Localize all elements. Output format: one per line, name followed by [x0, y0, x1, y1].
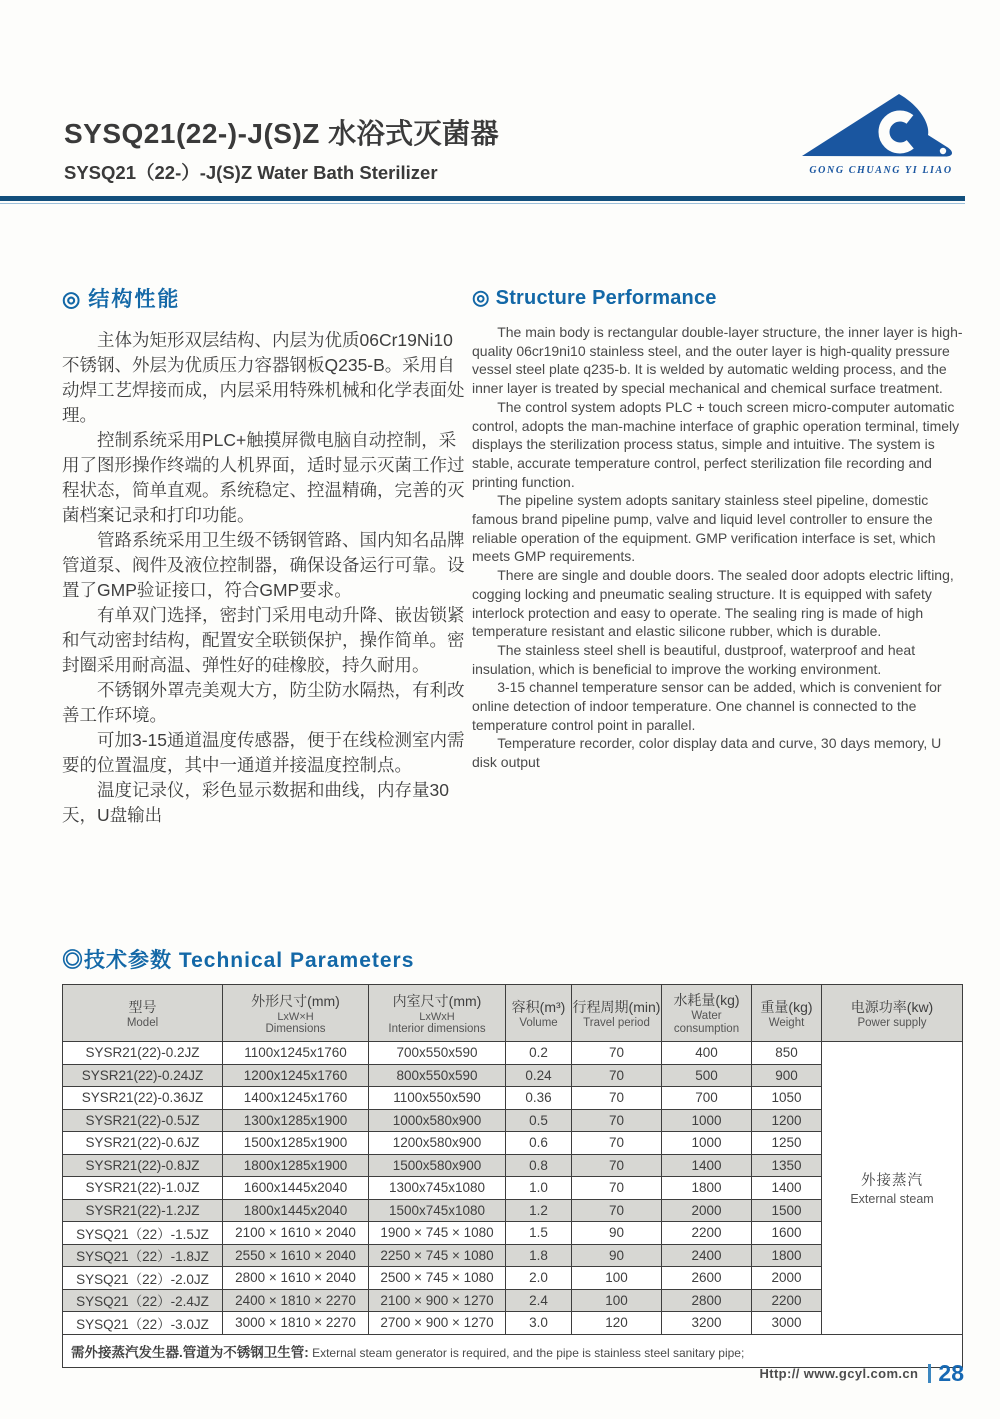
column-header-3: 内室尺寸(mm) LxWxH Interior dimensions — [369, 985, 506, 1042]
table-cell: 2200 — [662, 1222, 752, 1245]
table-cell: 2400 × 1810 × 2270 — [223, 1289, 369, 1312]
table-cell: 2100 × 900 × 1270 — [369, 1289, 506, 1312]
table-cell: 700x550x590 — [369, 1042, 506, 1065]
table-cell: 1800x1285x1900 — [223, 1154, 369, 1177]
header-rule — [0, 196, 965, 201]
table-cell: 800x550x590 — [369, 1064, 506, 1087]
table-cell: 120 — [572, 1312, 662, 1335]
table-cell: 1300x745x1080 — [369, 1177, 506, 1200]
table-cell: 1350 — [752, 1154, 822, 1177]
table-cell: 1200x1245x1760 — [223, 1064, 369, 1087]
table-cell: 1.2 — [506, 1199, 572, 1222]
table-cell: 2.4 — [506, 1289, 572, 1312]
table-cell: SYSQ21（22）-1.8JZ — [63, 1244, 223, 1267]
table-cell: 100 — [572, 1289, 662, 1312]
wave-logo-icon — [800, 90, 962, 164]
table-cell: 1250 — [752, 1132, 822, 1155]
en-paragraph-4: There are single and double doors. The sealed door adopts electric lifting, cogging locking and pneumatic sealing structure. It is equipped with safety interlock protection and easy to operate. The sealing ring is made of high temperature resistant and elastic silicone rubber, which is durable. — [472, 567, 954, 640]
table-cell: 0.2 — [506, 1042, 572, 1065]
table-cell: 0.24 — [506, 1064, 572, 1087]
page-title-block — [64, 112, 499, 185]
table-cell: 70 — [572, 1109, 662, 1132]
en-paragraph-7: Temperature recorder, color display data and curve, 30 days memory, U disk output — [472, 735, 942, 771]
table-cell: 90 — [572, 1244, 662, 1267]
table-cell: 1600x1445x2040 — [223, 1177, 369, 1200]
table-cell: SYSR21(22)-0.8JZ — [63, 1154, 223, 1177]
section-bullet-icon: ◎ — [472, 287, 490, 309]
table-cell: SYSR21(22)-0.24JZ — [63, 1064, 223, 1087]
zh-paragraph-4: 有单双门选择，密封门采用电动升降、嵌齿锁紧和气动密封结构，配置安全联锁保护，操作简单。密封圈采用耐高温、弹性好的硅橡胶，持久耐用。 — [62, 605, 465, 675]
section-heading-zh-label: 结构性能 — [88, 288, 181, 311]
parameters-table-wrap — [62, 984, 962, 1368]
table-cell: 2200 — [752, 1289, 822, 1312]
table-cell: 1800 — [752, 1244, 822, 1267]
section-heading-en-label: Structure Performance — [495, 287, 717, 309]
table-cell: 70 — [572, 1042, 662, 1065]
section-heading-parameters — [62, 944, 414, 974]
table-cell: 2800 — [662, 1289, 752, 1312]
table-cell: 3000 — [752, 1312, 822, 1335]
table-cell: 100 — [572, 1267, 662, 1290]
table-cell: 2400 — [662, 1244, 752, 1267]
column-header-4: 容积(m³) Volume — [506, 985, 572, 1042]
table-cell: 1.0 — [506, 1177, 572, 1200]
table-cell: 1200 — [752, 1109, 822, 1132]
table-cell: 3000 × 1810 × 2270 — [223, 1312, 369, 1335]
structure-performance-zh-body — [62, 328, 466, 828]
table-cell: 1000 — [662, 1132, 752, 1155]
table-cell: 2000 — [752, 1267, 822, 1290]
table-cell: 1.8 — [506, 1244, 572, 1267]
column-header-6: 水耗量(kg) Water consumption — [662, 985, 752, 1042]
table-cell: SYSR21(22)-0.36JZ — [63, 1087, 223, 1110]
table-cell: 2500 × 745 × 1080 — [369, 1267, 506, 1290]
product-title-zh: SYSQ21(22-)-J(S)Z 水浴式灭菌器 — [64, 118, 500, 149]
table-cell: 2550 × 1610 × 2040 — [223, 1244, 369, 1267]
table-cell: 0.5 — [506, 1109, 572, 1132]
table-cell: 1300x1285x1900 — [223, 1109, 369, 1132]
table-cell: 1100x1245x1760 — [223, 1042, 369, 1065]
header-rule-thin — [0, 203, 965, 204]
zh-paragraph-2: 控制系统采用PLC+触摸屏微电脑自动控制，采用了图形操作终端的人机界面，适时显示灭菌工作过程状态，简单直观。系统稳定、控温精确，完善的灭菌档案记录和打印功能。 — [62, 430, 465, 525]
table-cell: 1500x745x1080 — [369, 1199, 506, 1222]
page-footer — [759, 1360, 964, 1387]
power-supply-merged-cell: 外接蒸汽 External steam — [822, 1042, 963, 1335]
table-cell: 1500x580x900 — [369, 1154, 506, 1177]
table-cell: 1200x580x900 — [369, 1132, 506, 1155]
en-paragraph-1: The main body is rectangular double-layer structure, the inner layer is high-quality 06cr19ni10 stainless steel, and the outer layer is high-quality pressure vessel steel plate q235-b. It is welded by automatic welding process, and the inner layer is treated by special mechanical and chemical surface treatment. — [472, 324, 963, 397]
table-cell: 1400 — [662, 1154, 752, 1177]
table-cell: 1800 — [662, 1177, 752, 1200]
table-cell: 1000 — [662, 1109, 752, 1132]
zh-paragraph-7: 温度记录仪，彩色显示数据和曲线，内存量30天，U盘输出 — [62, 780, 449, 825]
column-header-5: 行程周期(min) Travel period — [572, 985, 662, 1042]
table-cell: 70 — [572, 1064, 662, 1087]
table-cell: 90 — [572, 1222, 662, 1245]
table-cell: 70 — [572, 1132, 662, 1155]
table-cell: SYSQ21（22）-2.0JZ — [63, 1267, 223, 1290]
table-cell: 2100 × 1610 × 2040 — [223, 1222, 369, 1245]
parameters-heading-label: 技术参数 Technical Parameters — [84, 949, 415, 972]
table-cell: 70 — [572, 1177, 662, 1200]
table-cell: 70 — [572, 1199, 662, 1222]
table-cell: 70 — [572, 1087, 662, 1110]
table-cell: SYSR21(22)-0.2JZ — [63, 1042, 223, 1065]
table-cell: 1600 — [752, 1222, 822, 1245]
table-cell: 0.36 — [506, 1087, 572, 1110]
section-bullet-icon: ◎ — [62, 288, 83, 311]
column-header-7: 重量(kg) Weight — [752, 985, 822, 1042]
column-header-2: 外形尺寸(mm) LxW×H Dimensions — [223, 985, 369, 1042]
en-paragraph-2: The control system adopts PLC + touch screen micro-computer automatic control, adopts the man-machine interface of graphic operation terminal, timely displays the sterilization process status, simple and intuitive. The system is stable, accurate temperature control, perfect sterilization file recording and printing function. — [472, 398, 960, 490]
table-cell: 2700 × 900 × 1270 — [369, 1312, 506, 1335]
table-cell: 3200 — [662, 1312, 752, 1335]
table-cell: SYSQ21（22）-3.0JZ — [63, 1312, 223, 1335]
section-structure-zh — [62, 283, 466, 828]
table-cell: 1400 — [752, 1177, 822, 1200]
zh-paragraph-5: 不锈钢外罩壳美观大方，防尘防水隔热，有利改善工作环境。 — [62, 680, 465, 725]
table-cell: 0.6 — [506, 1132, 572, 1155]
table-cell: 70 — [572, 1154, 662, 1177]
table-cell: 2800 × 1610 × 2040 — [223, 1267, 369, 1290]
table-cell: 1800x1445x2040 — [223, 1199, 369, 1222]
table-footnote: 需外接蒸汽发生器.管道为不锈钢卫生管: External steam generator is required, and the pipe is stainless steel sanitary pipe; — [63, 1334, 963, 1367]
en-paragraph-3: The pipeline system adopts sanitary stainless steel pipeline, domestic famous brand pipeline pump, valve and liquid level controller to ensure the reliable operation of the equipment. GMP verification interface is set, which meets GMP requirements. — [472, 492, 936, 565]
zh-paragraph-3: 管路系统采用卫生级不锈钢管路、国内知名品牌管道泵、阀件及液位控制器，确保设备运行可靠。设置了GMP验证接口，符合GMP要求。 — [62, 530, 465, 600]
table-cell: SYSR21(22)-1.2JZ — [63, 1199, 223, 1222]
table-cell: 2250 × 745 × 1080 — [369, 1244, 506, 1267]
column-header-8: 电源功率(kw) Power supply — [822, 985, 963, 1042]
table-cell: 850 — [752, 1042, 822, 1065]
table-cell: 3.0 — [506, 1312, 572, 1335]
table-cell: SYSQ21（22）-2.4JZ — [63, 1289, 223, 1312]
table-cell: 2000 — [662, 1199, 752, 1222]
en-paragraph-5: The stainless steel shell is beautiful, dustproof, waterproof and heat insulation, which is beneficial to improve the working environment. — [472, 641, 916, 677]
section-heading-zh — [62, 283, 466, 313]
table-cell: 1900 × 745 × 1080 — [369, 1222, 506, 1245]
section-bullet-icon: ◎ — [62, 949, 84, 972]
table-body — [63, 1042, 963, 1368]
table-cell: SYSR21(22)-0.6JZ — [63, 1132, 223, 1155]
zh-paragraph-1: 主体为矩形双层结构、内层为优质06Cr19Ni10不锈钢、外层为优质压力容器钢板Q235-B。采用自动焊工艺焊接而成，内层采用特殊机械和化学表面处理。 — [62, 330, 465, 425]
table-cell: 1050 — [752, 1087, 822, 1110]
table-cell: 2600 — [662, 1267, 752, 1290]
en-paragraph-6: 3-15 channel temperature sensor can be added, which is convenient for online detection of indoor temperature. One channel is connected to the temperature control point in parallel. — [472, 679, 942, 733]
table-cell: SYSR21(22)-1.0JZ — [63, 1177, 223, 1200]
website-url: Http:// www.gcyl.com.cn — [759, 1366, 919, 1381]
structure-performance-en-body — [472, 323, 968, 772]
zh-paragraph-6: 可加3-15通道温度传感器，便于在线检测室内需要的位置温度，其中一通道并接温度控制点。 — [62, 730, 465, 775]
table-cell: 700 — [662, 1087, 752, 1110]
page-number: 28 — [938, 1360, 964, 1386]
table-cell: 1400x1245x1760 — [223, 1087, 369, 1110]
product-title-en: SYSQ21（22-）-J(S)Z Water Bath Sterilizer — [64, 162, 438, 183]
table-cell: 1500x1285x1900 — [223, 1132, 369, 1155]
section-structure-en — [472, 285, 968, 772]
table-cell: 900 — [752, 1064, 822, 1087]
table-cell: 1100x550x590 — [369, 1087, 506, 1110]
table-cell: 500 — [662, 1064, 752, 1087]
column-header-1: 型号 Model — [63, 985, 223, 1042]
parameters-table — [62, 984, 963, 1368]
table-row — [63, 1042, 963, 1065]
logo-caption: GONG CHUANG YI LIAO — [809, 165, 953, 176]
table-cell: 2.0 — [506, 1267, 572, 1290]
table-cell: 1.5 — [506, 1222, 572, 1245]
table-cell: SYSQ21（22）-1.5JZ — [63, 1222, 223, 1245]
footer-separator — [928, 1364, 931, 1383]
table-cell: 1000x580x900 — [369, 1109, 506, 1132]
table-cell: 1500 — [752, 1199, 822, 1222]
table-header-row — [63, 985, 963, 1042]
company-logo — [793, 90, 969, 176]
section-heading-en — [472, 285, 968, 310]
table-cell: 0.8 — [506, 1154, 572, 1177]
table-cell: SYSR21(22)-0.5JZ — [63, 1109, 223, 1132]
table-cell: 400 — [662, 1042, 752, 1065]
